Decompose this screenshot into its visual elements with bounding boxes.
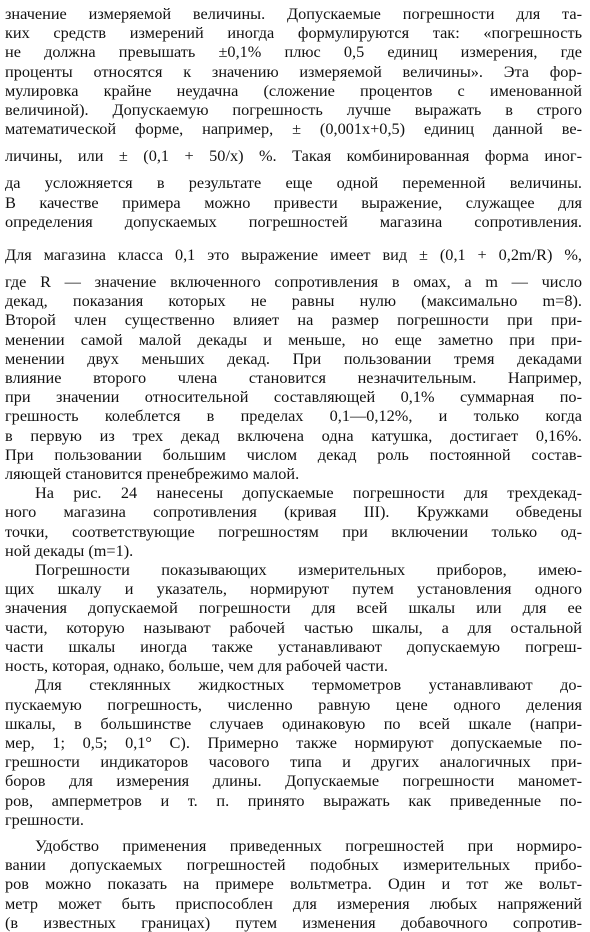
text-line: ких средств измерений иногда формулируются так: «погрешность	[5, 23, 582, 43]
text-line: ной декады (m=1).	[5, 540, 134, 560]
text-line: влияние второго члена становится незначительным. Например,	[5, 368, 582, 388]
text-line: При пользовании большим числом декад роль постоянной состав-	[5, 444, 582, 464]
text-line: пускаемую погрешность, численно равную цене одного деления	[5, 694, 582, 714]
text-line: в первую из трех декад включена одна катушка, достигает 0,16%.	[5, 425, 582, 445]
text-line: грешность колеблется в пределах 0,1—0,12%, и только когда	[5, 406, 582, 426]
text-line: не должна превышать ±0,1% плюс 0,5 единиц измерения, где	[5, 42, 582, 62]
text-line: ность, которая, однако, больше, чем для рабочей части.	[5, 656, 388, 676]
text-line: ляющей становится пренебрежимо малой.	[5, 464, 300, 484]
text-line: Второй член существенно влияет на размер погрешности при при-	[5, 310, 582, 330]
text-line: мер, 1; 0,5; 0,1° С). Примерно также нормируют допускаемые по-	[5, 732, 582, 752]
paragraph-start: На рис. 24 нанесены допускаемые погрешности для трехдекад-	[35, 483, 582, 503]
paragraph-start: Погрешности показывающих измерительных приборов, имею-	[35, 560, 582, 580]
text-line: математической форме, например, ± (0,001x+0,5) единиц данной ве-	[5, 119, 582, 139]
text-line: декад, показания которых не равны нулю (максимально m=8).	[5, 291, 582, 311]
formula-line: личины, или ± (0,1 + 50/x) %. Такая комбинированная форма иног-	[5, 146, 582, 166]
text-line: части шкалы иногда также устанавливают допускаемую погреш-	[5, 636, 582, 656]
text-line: метр может быть приспособлен для измерения любых напряжений	[5, 893, 582, 913]
text-line: шкалы, в большинстве случаев одинаковую по всей шкале (напри-	[5, 713, 582, 733]
text-line: да усложняется в результате еще одной переменной величины.	[5, 173, 582, 193]
text-line: менении двух меньших декад. При пользовании тремя декадами	[5, 348, 582, 368]
text-line: В качестве примера можно привести выражение, служащее для	[5, 192, 582, 212]
text-line: части, которую называют рабочей частью шкалы, а для остальной	[5, 617, 582, 637]
text-line: проценты относятся к значению измеряемой величины». Эта фор-	[5, 61, 582, 81]
text-line: значения допускаемой погрешности для всей шкалы или для ее	[5, 598, 582, 618]
text-line: щих шкалу и указатель, нормируют путем установления одного	[5, 579, 582, 599]
text-line: грешности.	[5, 809, 84, 829]
text-line: ного магазина сопротивления (кривая III). Кружками обведены	[5, 502, 582, 522]
text-line: при значении относительной составляющей 0,1% суммарная по-	[5, 387, 582, 407]
text-line: определения допускаемых погрешностей магазина сопротивления.	[5, 211, 582, 231]
text-line: менении самой малой декады и меньше, но еще заметно при при-	[5, 329, 582, 349]
paragraph-start: Для стеклянных жидкостных термометров устанавливают до-	[35, 675, 582, 695]
text-line: грешности индикаторов часового типа и других аналогичных при-	[5, 752, 582, 772]
paragraph-start: Удобство применения приведенных погрешностей при нормиро-	[35, 835, 582, 855]
text-line: точки, соответствующие погрешностям при включении только од-	[5, 521, 582, 541]
text-line: (в известных границах) путем изменения добавочного сопротив-	[5, 912, 582, 932]
text-line: ров можно показать на примере вольтметра. Один и тот же вольт-	[5, 874, 582, 894]
text-line: ров, амперметров и т. п. принято выражать как приведенные по-	[5, 790, 582, 810]
text-line: вании допускаемых погрешностей подобных измерительных прибо-	[5, 855, 582, 875]
text-line: значение измеряемой величины. Допускаемые погрешности для та-	[5, 4, 582, 23]
text-line: боров для измерения длины. Допускаемые погрешности маномет-	[5, 771, 582, 791]
formula-line: Для магазина класса 0,1 это выражение имеет вид ± (0,1 + 0,2m/R) %,	[5, 245, 582, 265]
text-line: мулировка крайне неудачна (сложение процентов с именованной	[5, 80, 582, 100]
text-line: величиной). Допускаемую погрешность лучше выражать в строго	[5, 100, 582, 120]
text-line: где R — значение включенного сопротивления в омах, а m — число	[5, 272, 582, 292]
